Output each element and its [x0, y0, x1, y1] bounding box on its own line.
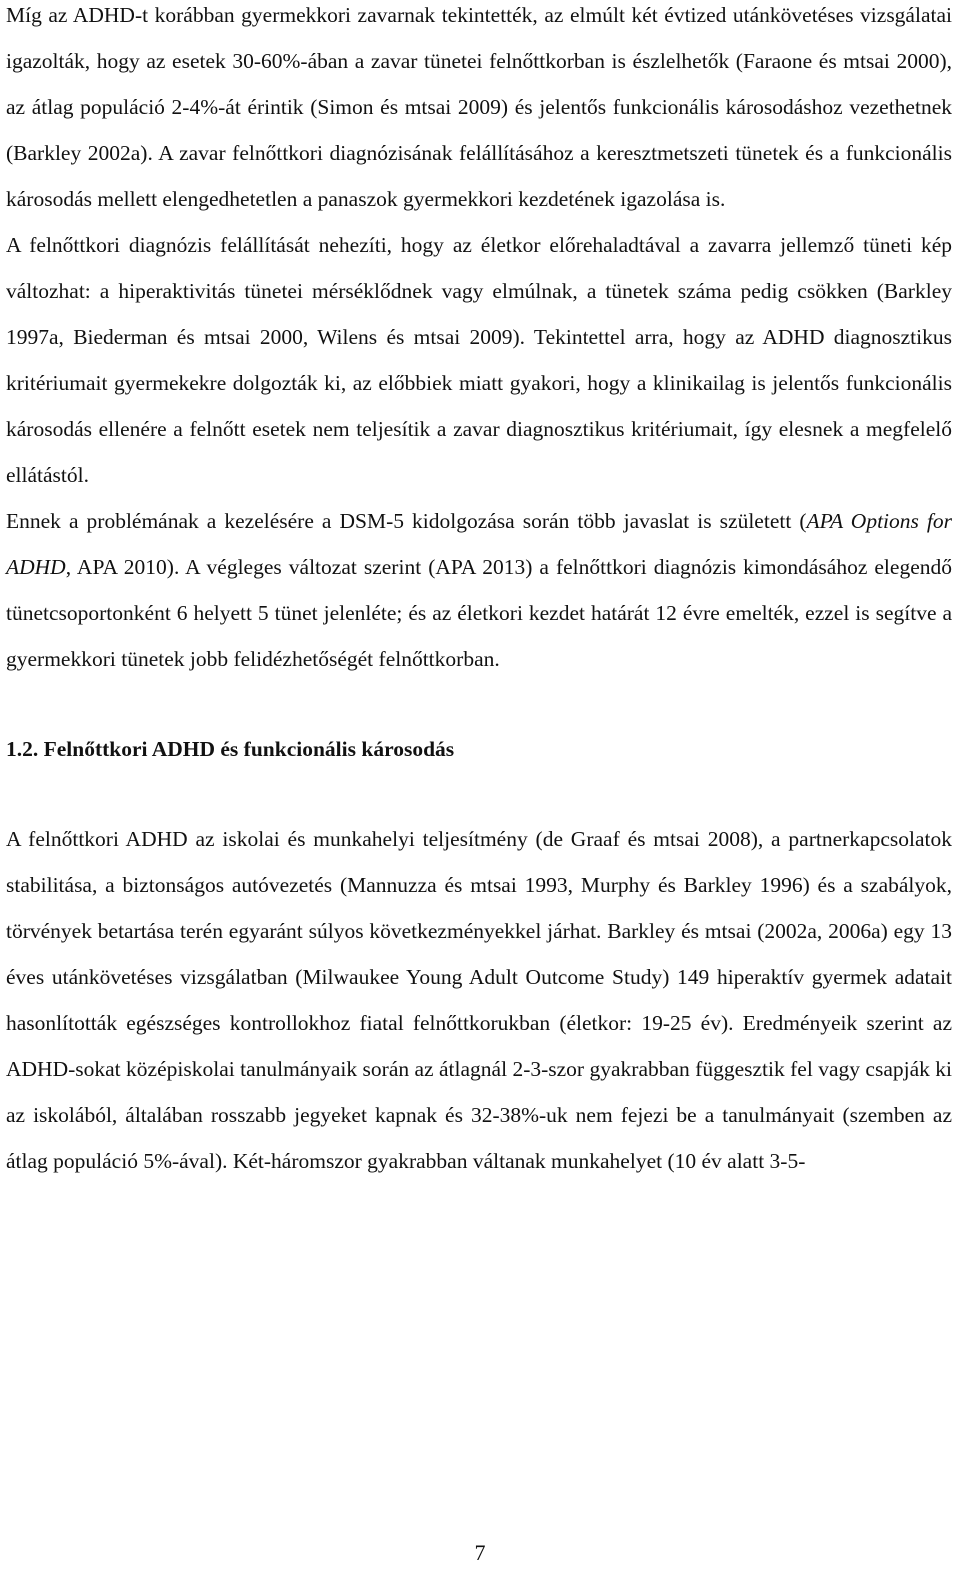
- body-paragraph-3: [6, 498, 952, 682]
- body-paragraph-1: Míg az ADHD-t korábban gyermekkori zavarnak tekintették, az elmúlt két évtized utánkövetéses vizsgálatai igazolták, hogy az esetek 30-60%-ában a zavar tünetei felnőttkorban is észlelhetők (Faraone és mtsai 2000), az átlag populáció 2-4%-át érintik (Simon és mtsai 2009) és jelentős funkcionális károsodáshoz vezethetnek (Barkley 2002a). A zavar felnőttkori diagnózisának felállításához a keresztmetszeti tünetek és a funkcionális károsodás mellett elengedhetetlen a panaszok gyermekkori kezdetének igazolása is.: [6, 3, 952, 211]
- page-number: 7: [474, 1540, 486, 1565]
- paragraph-3-text-start: Ennek a problémának a kezelésére a DSM-5 kidolgozása során több javaslat is született (: [6, 509, 807, 533]
- body-paragraph-2: A felnőttkori diagnózis felállítását nehezíti, hogy az életkor előrehaladtával a zavarra jellemző tüneti kép változhat: a hiperaktivitás tünetei mérséklődnek vagy elmúlnak, a tünetek száma pedig csökken (Barkley 1997a, Biederman és mtsai 2000, Wilens és mtsai 2009). Tekintettel arra, hogy az ADHD diagnosztikus kritériumait gyermekekre dolgozták ki, az előbbiek miatt gyakori, hogy a klinikailag is jelentős funkcionális károsodás ellenére a felnőtt esetek nem teljesítik a zavar diagnosztikus kritériumait, így elesnek a megfelelő ellátástól.: [6, 233, 952, 487]
- spacer: [6, 682, 952, 726]
- paragraph-3-text-end: , APA 2010). A végleges változat szerint (APA 2013) a felnőttkori diagnózis kimondásához elegendő tünetcsoportonként 6 helyett 5 tünet jelenléte; és az életkori kezdet határát 12 évre emelték, ezzel is segítve a gyermekkori tünetek jobb felidézhetőségét felnőttkorban.: [6, 555, 952, 671]
- spacer: [6, 772, 952, 816]
- paragraph-3-italic-title: APA Options for ADHD: [6, 509, 952, 579]
- section-heading: 1.2. Felnőttkori ADHD és funkcionális károsodás: [6, 737, 455, 761]
- document-page: [6, 0, 952, 1184]
- section-paragraph: A felnőttkori ADHD az iskolai és munkahelyi teljesítmény (de Graaf és mtsai 2008), a partnerkapcsolatok stabilitása, a biztonságos autóvezetés (Mannuzza és mtsai 1993, Murphy és Barkley 1996) és a szabályok, törvények betartása terén egyaránt súlyos következményekkel járhat. Barkley és mtsai (2002a, 2006a) egy 13 éves utánkövetéses vizsgálatban (Milwaukee Young Adult Outcome Study) 149 hiperaktív gyermek adatait hasonlították egészséges kontrollokhoz fiatal felnőttkorukban (életkor: 19-25 év). Eredményeik szerint az ADHD-sokat középiskolai tanulmányaik során az átlagnál 2-3-szor gyakrabban függesztik fel vagy csapják ki az iskolából, általában rosszabb jegyeket kapnak és 32-38%-uk nem fejezi be a tanulmányait (szemben az átlag populáció 5%-ával). Két-háromszor gyakrabban váltanak munkahelyet (10 év alatt 3-5-: [6, 827, 952, 1173]
